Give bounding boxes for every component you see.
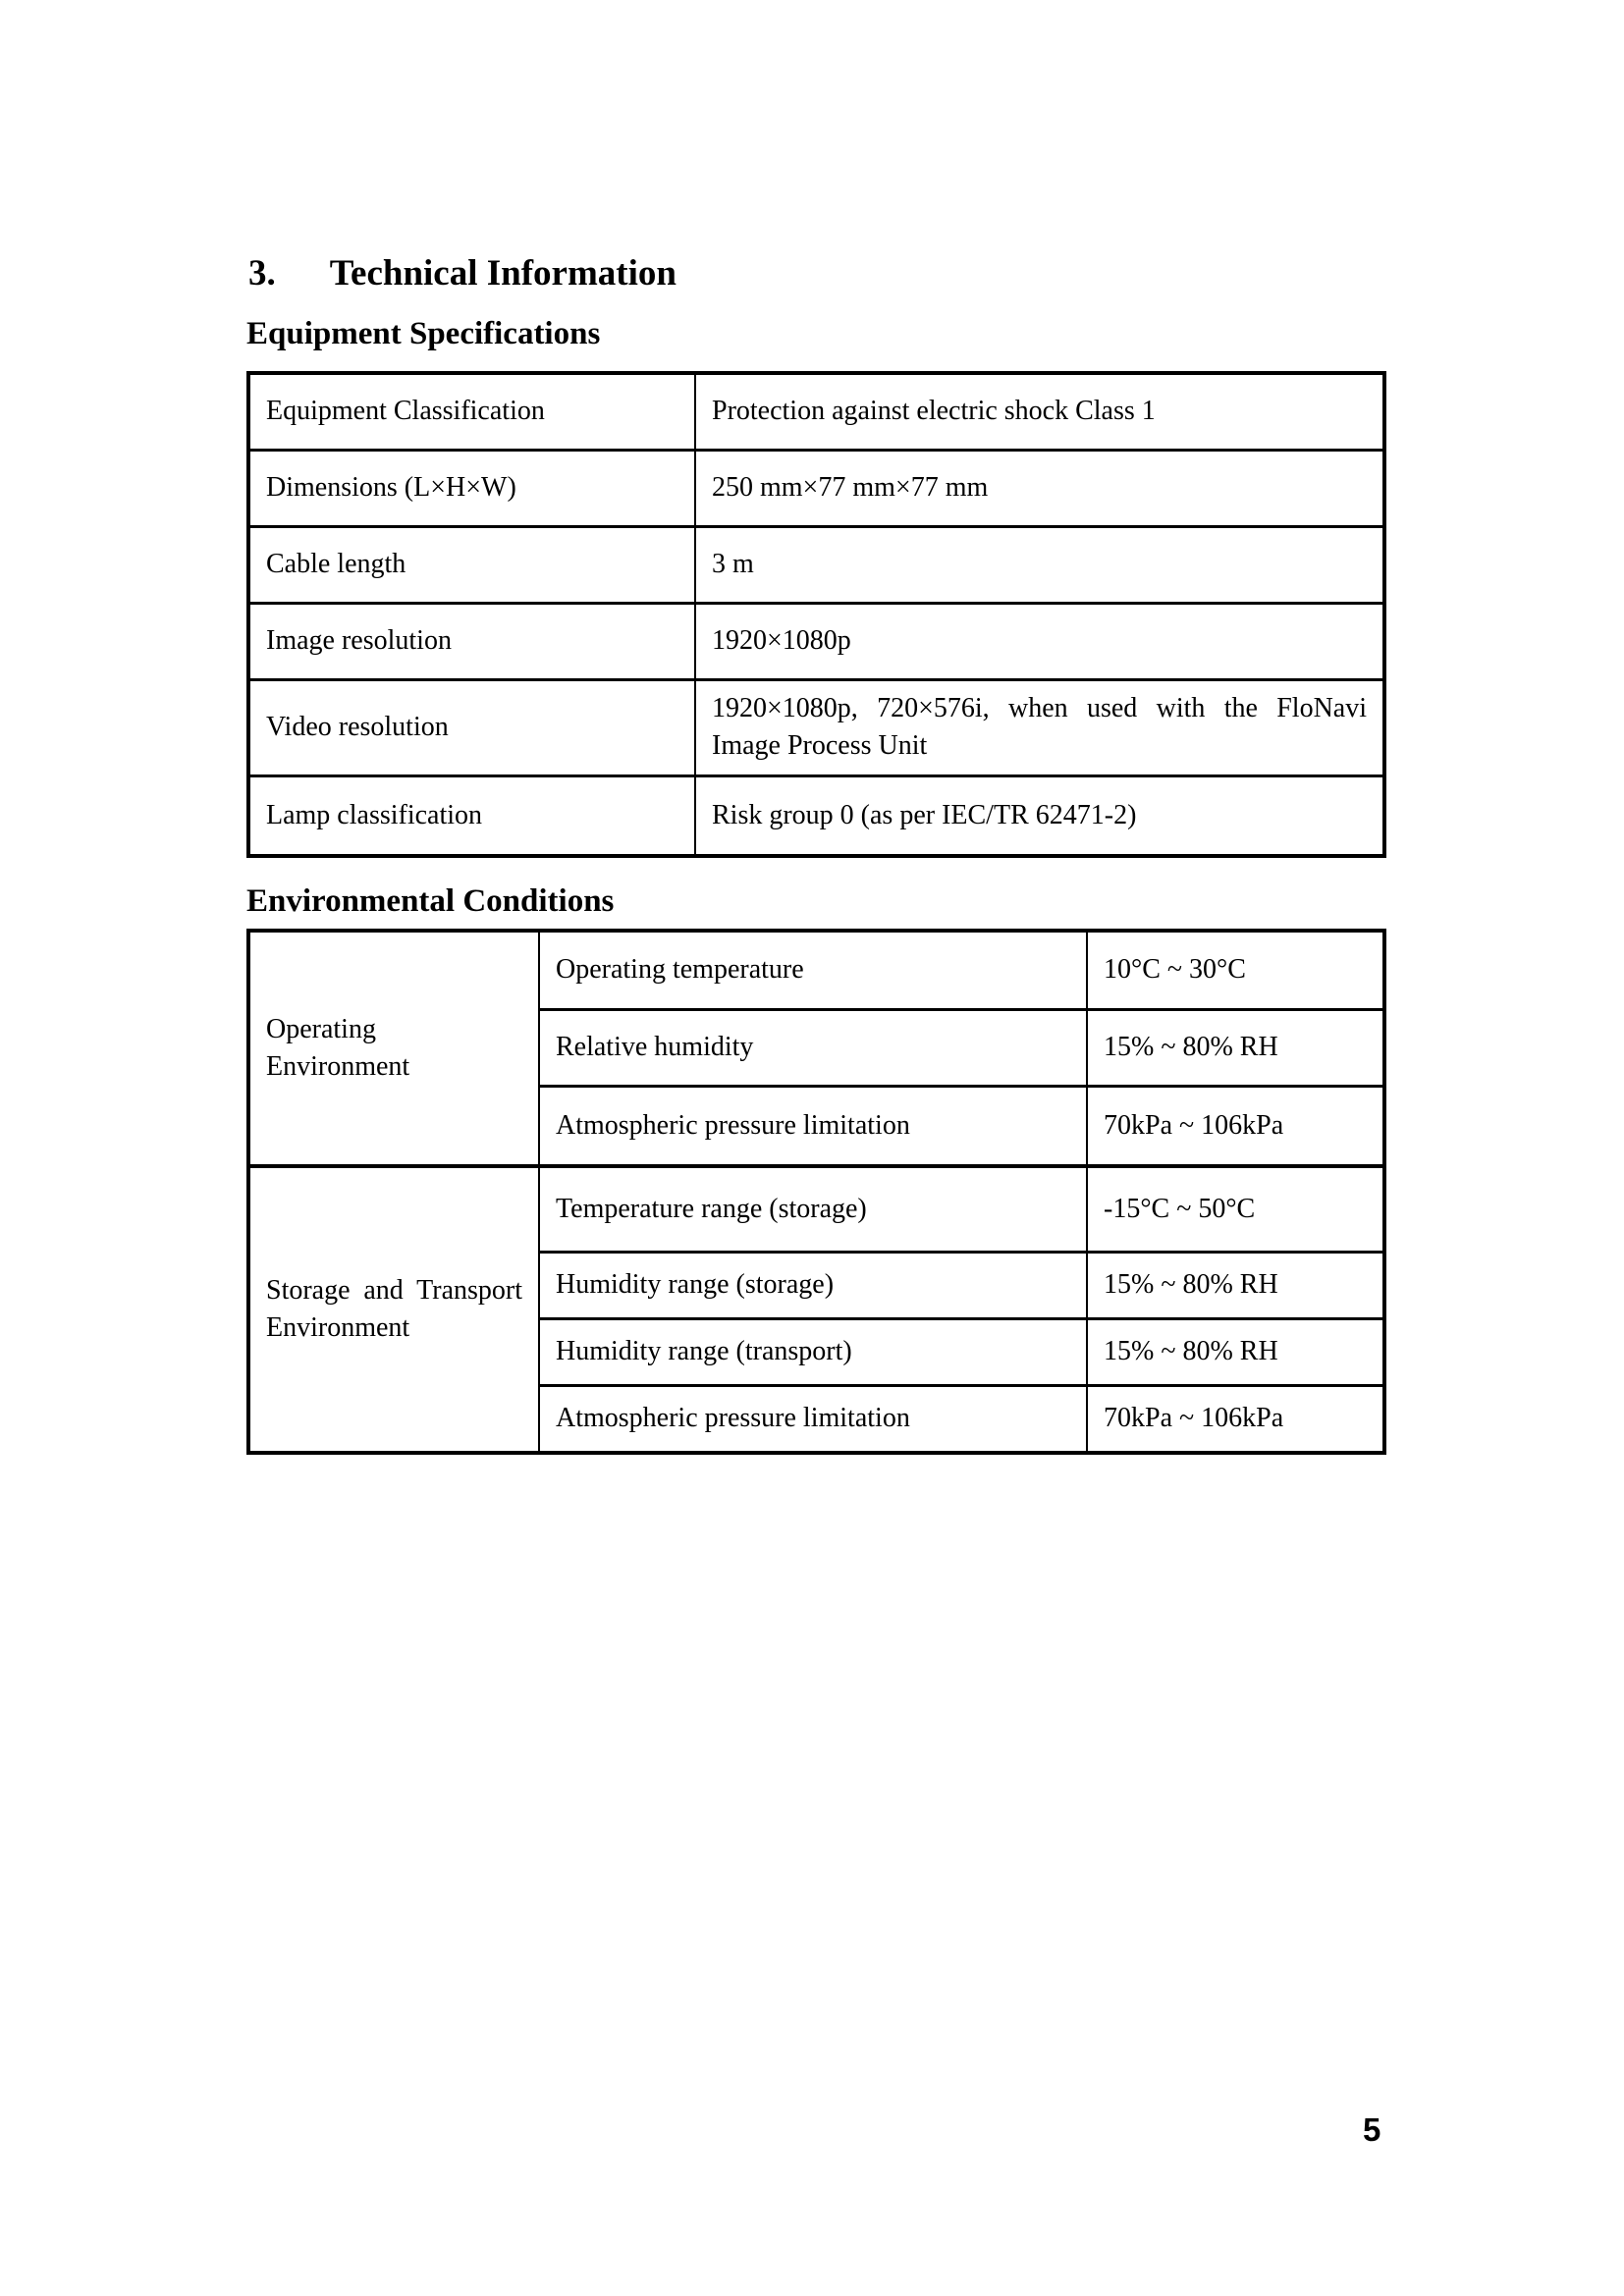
table-row [248, 775, 1384, 856]
equipment-specifications-heading: Equipment Specifications [246, 316, 601, 351]
section-title: Technical Information [329, 253, 677, 294]
spec-value: 1920×1080p, 720×576i, when used with the FloNavi Image Process Unit [695, 679, 1384, 775]
spec-value: 3 m [695, 526, 1384, 603]
env-param-label: Temperature range (storage) [539, 1166, 1087, 1252]
spec-value: 1920×1080p [695, 603, 1384, 679]
table-row [248, 450, 1384, 526]
spec-label: Image resolution [248, 603, 695, 679]
table-row [248, 679, 1384, 775]
environmental-conditions-table [246, 929, 1386, 1455]
environmental-conditions-heading: Environmental Conditions [246, 883, 615, 919]
table-row [248, 603, 1384, 679]
page-number: 5 [1363, 2111, 1381, 2148]
table-row [248, 526, 1384, 603]
spec-value: 250 mm×77 mm×77 mm [695, 450, 1384, 526]
env-param-label: Operating temperature [539, 931, 1087, 1009]
spec-label: Cable length [248, 526, 695, 603]
table-row [248, 931, 1384, 1009]
env-group-label: Operating Environment [248, 931, 539, 1166]
table-row [248, 373, 1384, 450]
env-value: 70kPa ~ 106kPa [1087, 1385, 1384, 1453]
env-param-label: Humidity range (storage) [539, 1252, 1087, 1318]
equipment-specifications-table [246, 371, 1386, 858]
spec-label: Video resolution [248, 679, 695, 775]
env-group-label: Storage and Transport Environment [248, 1166, 539, 1453]
table-row [248, 1166, 1384, 1252]
env-value: 70kPa ~ 106kPa [1087, 1086, 1384, 1166]
env-value: 10°C ~ 30°C [1087, 931, 1384, 1009]
spec-value: Protection against electric shock Class 1 [695, 373, 1384, 450]
spec-value: Risk group 0 (as per IEC/TR 62471-2) [695, 775, 1384, 856]
env-param-label: Relative humidity [539, 1009, 1087, 1086]
env-param-label: Humidity range (transport) [539, 1318, 1087, 1385]
section-heading [248, 253, 677, 295]
spec-label: Lamp classification [248, 775, 695, 856]
env-param-label: Atmospheric pressure limitation [539, 1086, 1087, 1166]
spec-label: Dimensions (L×H×W) [248, 450, 695, 526]
section-number: 3. [248, 253, 276, 294]
env-value: 15% ~ 80% RH [1087, 1318, 1384, 1385]
env-value: -15°C ~ 50°C [1087, 1166, 1384, 1252]
env-value: 15% ~ 80% RH [1087, 1252, 1384, 1318]
env-value: 15% ~ 80% RH [1087, 1009, 1384, 1086]
env-param-label: Atmospheric pressure limitation [539, 1385, 1087, 1453]
spec-label: Equipment Classification [248, 373, 695, 450]
